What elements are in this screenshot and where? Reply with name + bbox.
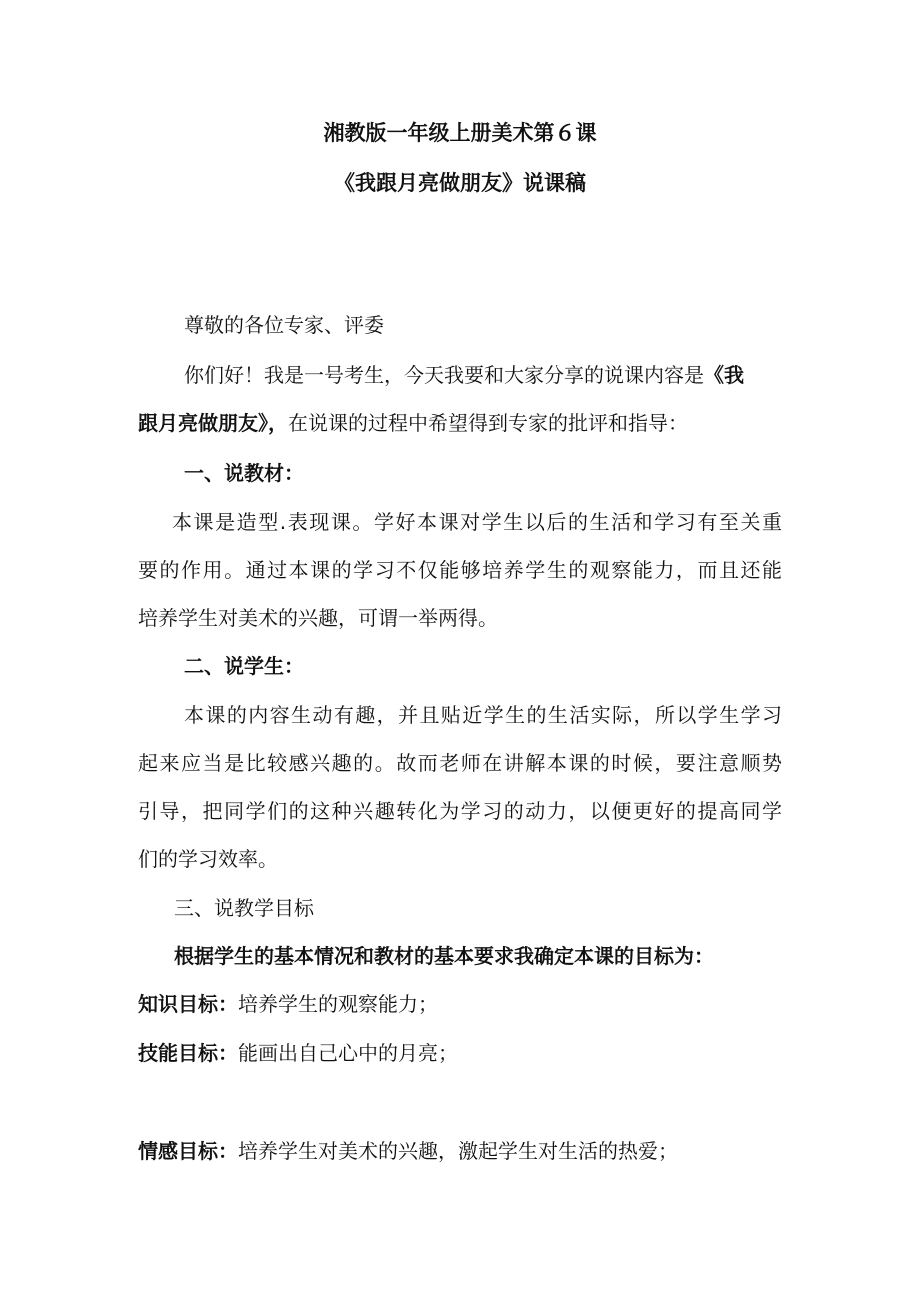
section2-paragraph-line3: 引导，把同学们的这种兴趣转化为学习的动力，以便更好的提高同学 [138,799,782,823]
section2-paragraph-line2: 起来应当是比较感兴趣的。故而老师在讲解本课的时候，要注意顺势 [138,751,782,775]
intro-line-1 [184,360,744,390]
section3-lead: 根据学生的基本情况和教材的基本要求我确定本课的目标为： [174,944,714,968]
goal-knowledge-text: 培养学生的观察能力； [238,992,438,1016]
greeting: 尊敬的各位专家、评委 [184,313,384,337]
section2-heading: 二、说学生： [184,654,304,678]
intro-line-1-text: 你们好！我是一号考生，今天我要和大家分享的说课内容是 [184,363,704,387]
goal-knowledge-label: 知识目标： [138,992,238,1016]
goal-emotion-text: 培养学生对美术的兴趣，激起学生对生活的热爱； [238,1139,678,1163]
intro-line-1-bold: 《我 [704,363,744,387]
section1-heading: 一、说教材： [184,461,304,485]
goal-skill-label: 技能目标： [138,1041,238,1065]
section1-paragraph-line2: 要的作用。通过本课的学习不仅能够培养学生的观察能力，而且还能 [138,558,782,582]
goal-skill [138,1038,458,1068]
document-title-line2: 《我跟月亮做朋友》说课稿 [334,171,586,195]
section1-paragraph-line1: 本课是造型.表现课。学好本课对学生以后的生活和学习有至关重 [172,510,782,534]
section3-heading: 三、说教学目标 [174,896,314,920]
section2-paragraph-line1: 本课的内容生动有趣，并且贴近学生的生活实际，所以学生学习 [184,703,782,727]
goal-emotion-label: 情感目标： [138,1139,238,1163]
section1-paragraph-line3: 培养学生对美术的兴趣，可谓一举两得。 [138,606,498,630]
section2-paragraph-line4: 们的学习效率。 [138,847,278,871]
intro-line-2-text: 在说课的过程中希望得到专家的批评和指导： [288,411,688,435]
document-title-line1: 湘教版一年级上册美术第６课 [323,121,597,145]
intro-line-2-bold: 跟月亮做朋友》， [138,411,288,435]
goal-emotion [138,1136,678,1166]
intro-line-2 [138,408,688,438]
goal-knowledge [138,989,438,1019]
goal-skill-text: 能画出自己心中的月亮； [238,1041,458,1065]
